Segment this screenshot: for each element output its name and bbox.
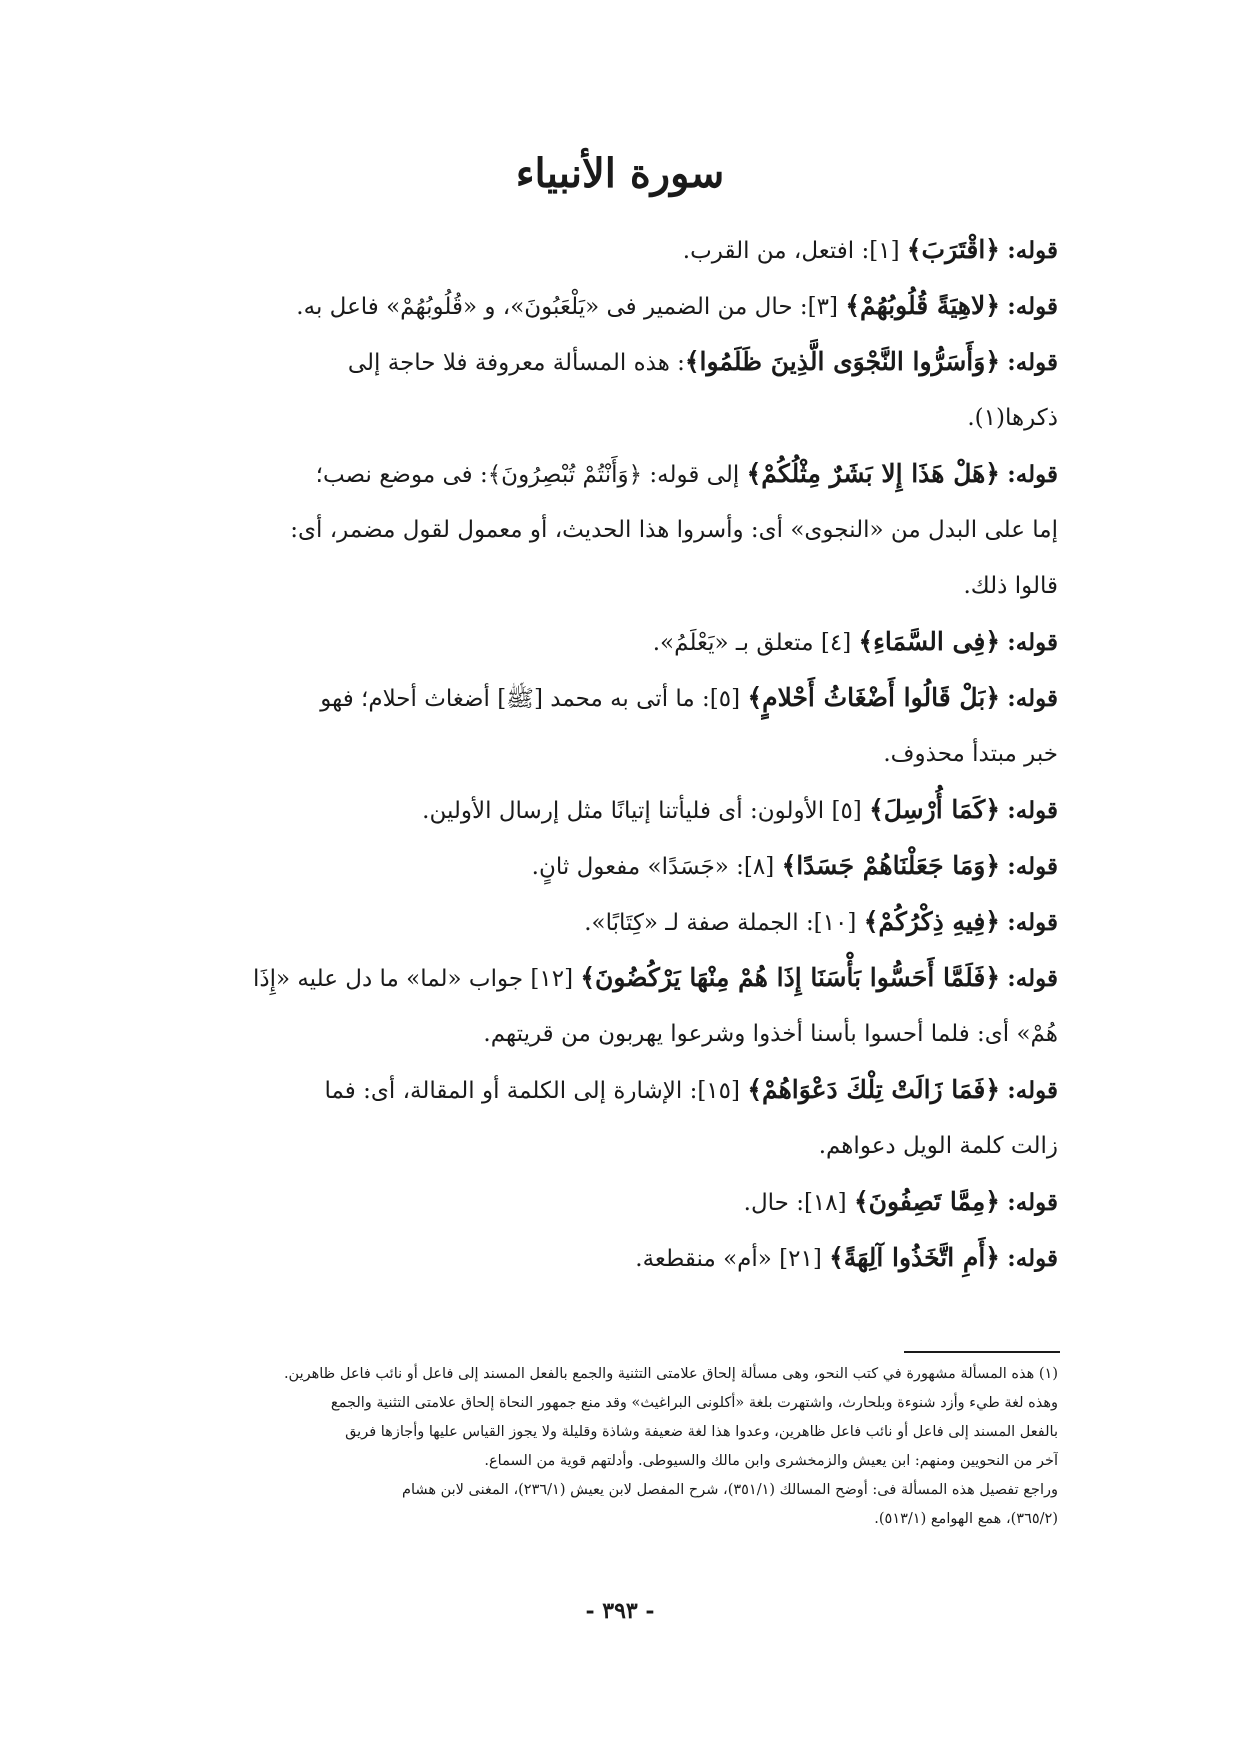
text-line xyxy=(208,614,1058,670)
text-line xyxy=(208,446,1058,502)
entry-lead: قوله: xyxy=(1007,965,1058,992)
commentary: [٤] متعلق بـ «يَعْلَمُ». xyxy=(652,630,859,656)
commentary: [٥] الأولون: أى فليأتنا إتيانًا مثل إرسال الأولين. xyxy=(422,798,870,824)
text-line xyxy=(208,1062,1058,1118)
text-line xyxy=(208,502,1058,558)
commentary: خبر مبتدأ محذوف. xyxy=(883,741,1058,767)
entry-lead: قوله: xyxy=(1007,797,1058,824)
footnote-line: (٣٦٥/٢)، همع الهوامع (٥١٣/١). xyxy=(874,1511,1058,1527)
quran-quote: ﴿فِيهِ ذِكْرُكُمْ﴾ xyxy=(863,907,1000,936)
entry-lead: قوله: xyxy=(1007,349,1058,376)
commentary: هُمْ» أى: فلما أحسوا بأسنا أخذوا وشرعوا يهربون من قريتهم. xyxy=(483,1021,1058,1047)
commentary: : هذه المسألة معروفة فلا حاجة إلى xyxy=(347,350,685,376)
entry-lead: قوله: xyxy=(1007,461,1058,488)
text-line xyxy=(208,782,1058,838)
text-line xyxy=(208,1118,1058,1174)
entry-lead: قوله: xyxy=(1007,237,1058,264)
commentary: ذكرها(١). xyxy=(967,405,1058,431)
text-line xyxy=(208,278,1058,334)
commentary: [٢١] «أم» منقطعة. xyxy=(635,1246,830,1272)
text-line xyxy=(208,558,1058,614)
commentary: زالت كلمة الويل دعواهم. xyxy=(818,1133,1058,1159)
text-line xyxy=(208,334,1058,390)
quran-quote: ﴿وَأَسَرُّوا النَّجْوَى الَّذِينَ ظَلَمُوا﴾ xyxy=(684,347,1000,376)
surah-title: سورة الأنبياء xyxy=(515,150,725,197)
entry-lead: قوله: xyxy=(1007,909,1058,936)
quran-quote: ﴿فَلَمَّا أَحَسُّوا بَأْسَنَا إِذَا هُمْ مِنْهَا يَرْكُضُونَ﴾ xyxy=(580,963,1000,992)
entry-lead: قوله: xyxy=(1007,1245,1058,1272)
text-line xyxy=(208,1230,1058,1286)
text-line xyxy=(208,222,1058,278)
entry-lead: قوله: xyxy=(1007,1189,1058,1216)
entry-lead: قوله: xyxy=(1007,1077,1058,1104)
commentary: إما على البدل من «النجوى» أى: وأسروا هذا الحديث، أو معمول لقول مضمر، أى: xyxy=(290,517,1058,543)
commentary: [٥]: ما أتى به محمد [ﷺ] أضغاث أحلام؛ فهو xyxy=(320,686,748,712)
entry-lead: قوله: xyxy=(1007,293,1058,320)
quran-quote: ﴿فَمَا زَالَتْ تِلْكَ دَعْوَاهُمْ﴾ xyxy=(747,1075,1000,1104)
quran-quote: ﴿أَمِ اتَّخَذُوا آلِهَةً﴾ xyxy=(829,1243,1000,1272)
quran-quote: ﴿كَمَا أُرْسِلَ﴾ xyxy=(869,795,1000,824)
text-line xyxy=(208,1174,1058,1230)
text-line xyxy=(208,670,1058,726)
page-number: - ٣٩٣ - xyxy=(585,1598,655,1624)
footnote-line: آخر من النحويين ومنهم: ابن يعيش والزمخشرى وابن مالك والسيوطى. وأدلتهم قوية من السماع. xyxy=(484,1453,1058,1469)
footnote-divider xyxy=(904,1351,1060,1353)
commentary: [٣]: حال من الضمير فى «يَلْعَبُونَ»، و «قُلُوبُهُمْ» فاعل به. xyxy=(296,294,846,320)
text-line xyxy=(208,894,1058,950)
commentary: [١٨]: حال. xyxy=(743,1190,854,1216)
commentary-text xyxy=(208,222,1058,1286)
entry-lead: قوله: xyxy=(1007,685,1058,712)
quran-quote: ﴿بَلْ قَالُوا أَضْغَاثُ أَحْلامٍ﴾ xyxy=(747,683,1000,712)
quran-quote: ﴿لاهِيَةً قُلُوبُهُمْ﴾ xyxy=(845,291,1000,320)
commentary: [١٥]: الإشارة إلى الكلمة أو المقالة، أى: فما xyxy=(324,1078,748,1104)
quran-quote: ﴿مِمَّا تَصِفُونَ﴾ xyxy=(853,1187,1000,1216)
text-line xyxy=(208,838,1058,894)
footnotes xyxy=(208,1360,1058,1534)
text-line xyxy=(208,1006,1058,1062)
commentary: [١]: افتعل، من القرب. xyxy=(682,238,907,264)
footnote-line: بالفعل المسند إلى فاعل أو نائب فاعل ظاهرين، وعدوا هذا لغة ضعيفة وشاذة وقليلة ولا يجوز القياس عليها وأجازها فريق xyxy=(345,1424,1058,1440)
entry-lead: قوله: xyxy=(1007,629,1058,656)
text-line xyxy=(208,390,1058,446)
quran-quote: ﴿هَلْ هَذَا إِلا بَشَرٌ مِثْلُكُمْ﴾ xyxy=(746,459,1000,488)
quran-quote: ﴿وَمَا جَعَلْنَاهُمْ جَسَدًا﴾ xyxy=(781,851,1000,880)
commentary: [٨]: «جَسَدًا» مفعول ثانٍ. xyxy=(531,854,782,880)
commentary: قالوا ذلك. xyxy=(963,573,1058,599)
footnote-line: (١) هذه المسألة مشهورة في كتب النحو، وهى مسألة إلحاق علامتى التثنية والجمع بالفعل المسند إلى فاعل أو نائب فاعل ظاهرين. xyxy=(283,1366,1058,1382)
footnote-line: وهذه لغة طيء وأزد شنوءة وبلحارث، واشتهرت بلغة «أكلونى البراغيث» وقد منع جمهور النحاة إلحاق علامتى التثنية والجمع xyxy=(330,1395,1058,1411)
quran-quote: ﴿فِى السَّمَاءِ﴾ xyxy=(858,627,1000,656)
text-line xyxy=(208,726,1058,782)
commentary: [١٠]: الجملة صفة لـ «كِتَابًا». xyxy=(584,910,864,936)
commentary: [١٢] جواب «لما» ما دل عليه «إِذَا xyxy=(252,966,581,992)
entry-lead: قوله: xyxy=(1007,853,1058,880)
text-line xyxy=(208,950,1058,1006)
quran-quote: ﴿اقْتَرَبَ﴾ xyxy=(906,235,1000,264)
commentary: إلى قوله: ﴿وَأَنْتُمْ تُبْصِرُونَ﴾: فى موضع نصب؛ xyxy=(315,462,747,488)
footnote-line: وراجع تفصيل هذه المسألة فى: أوضح المسالك (٣٥١/١)، شرح المفصل لابن يعيش (٢٣٦/١)، المغنى لابن هشام xyxy=(402,1482,1058,1498)
